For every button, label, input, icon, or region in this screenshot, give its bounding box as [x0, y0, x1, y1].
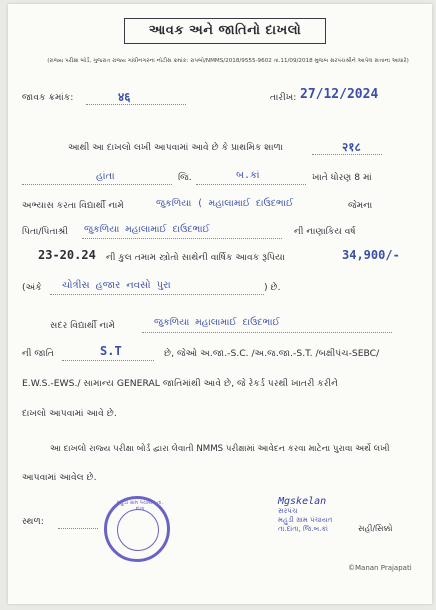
signatory-role: સરપંચ	[278, 507, 298, 515]
village-value: હાંતા	[96, 171, 115, 182]
text-line-3b: જેમના	[348, 200, 373, 211]
outward-number: ४६	[118, 90, 131, 104]
place-line	[58, 528, 98, 529]
text-line-3: અભ્યાસ કરતા વિદ્યાર્થી નામે	[22, 200, 124, 211]
caste-value: S.T	[100, 344, 122, 358]
text-line-11: આ દાખલો રાજ્ય પરીક્ષા બોર્ડ દ્વારા લેવાતી NMMS પરીક્ષામાં આવેદન કરવા માટેના પુરાવા અર્થે લખી	[50, 444, 390, 454]
district-label: જિ.	[178, 172, 192, 183]
text-line-12: આપવામાં આવેલ છે.	[22, 472, 97, 483]
district-value: બ.કાં	[236, 170, 260, 181]
text-line-7: સદર વિદ્યાર્થી નામે	[50, 320, 115, 331]
document-page	[8, 4, 432, 604]
text-line-8: ની જાતિ	[22, 348, 54, 359]
outward-label: જાવક ક્રમાંક:	[22, 92, 74, 103]
school-number: २१८	[342, 140, 361, 154]
text-line-10: દાખલો આપવામાં આવે છે.	[22, 408, 117, 419]
seal-text: મહુડી ગ્રામ પંચાયત તા. દાંતા	[116, 500, 164, 512]
financial-year: 23-20.24	[38, 248, 96, 262]
seal-inner-ring	[117, 509, 159, 551]
place-label: સ્થળ:	[22, 516, 44, 527]
words-line	[50, 294, 264, 295]
document-subtitle: (રાજ્ય પરીક્ષા બોર્ડ, ગુજરાત રાજ્ય ગાંધીનગરના નોટીસ ક્રમાંક: રાપબો/NMMS/2018/9555-9602 તા.11/09/2018 મુજબ સરપંચશ્રીને આપેલ સત્તાના આધારે)	[47, 58, 409, 64]
father-name: જુકળિયા મહાલામાઈ દાઉદભાઈ	[84, 224, 210, 235]
text-line-5: ની કુલ તમામ સ્ત્રોતો સાથેની વાર્ષિક આવક રૂપિયા	[106, 252, 285, 263]
panchayat-seal	[104, 496, 170, 562]
caste-line	[62, 360, 154, 361]
photo-credit: ©Manan Prajapati	[348, 564, 412, 572]
income-in-words: ચોત્રીસ હજાર નવસો પુરા	[62, 280, 171, 291]
text-line-8b: છે, જેઓ અ.જા.-S.C. /અ.જ.જા.-S.T. /બક્ષીપંચ-SEBC/	[164, 348, 380, 359]
income-value: 34,900/-	[342, 248, 400, 262]
text-line-1: આથી આ દાખલો લખી આપવામાં આવે છે કે પ્રાથમિક શાળા	[68, 142, 284, 153]
text-line-4: પિતા/પિતાશ્રી	[22, 226, 68, 237]
signature-label: સહી/સિક્કો	[358, 524, 393, 533]
father-line	[82, 238, 282, 239]
date-label: તારીખ:	[270, 92, 297, 103]
text-line-6: (અંકે	[22, 282, 42, 293]
text-line-2: ખાતે ધોરણ 8 માં	[312, 172, 372, 183]
text-line-9: E.W.S.-EWS./ સામાન્ય GENERAL જાતિમાંથી આવે છે, જે રેકર્ડ પરથી ખાતરી કરીને	[22, 378, 338, 389]
date-value: 27/12/2024	[300, 87, 379, 102]
text-line-4b: ની નાણાકિય વર્ષ	[294, 226, 356, 237]
student-name: જુકળિયા ( મહાલામાઈ દાઉદભાઈ	[156, 198, 294, 209]
district-line	[196, 184, 306, 185]
document-title: આવક અને જાતિનો દાખલો	[124, 18, 326, 44]
signature-stamp-line-1: મહુડી ગ્રામ પંચાયત	[278, 516, 333, 524]
text-line-6b: ) છે.	[264, 282, 281, 293]
student-name-2: જુકળિયા મહાલામાઈ દાઉદભાઈ	[154, 317, 280, 328]
outward-line	[86, 104, 186, 105]
village-line	[22, 184, 172, 185]
signature: Mgskelan	[278, 496, 327, 507]
student2-line	[142, 332, 392, 333]
signature-stamp-line-2: તા.દાંતા, જિ.બ.કાં	[278, 525, 328, 533]
